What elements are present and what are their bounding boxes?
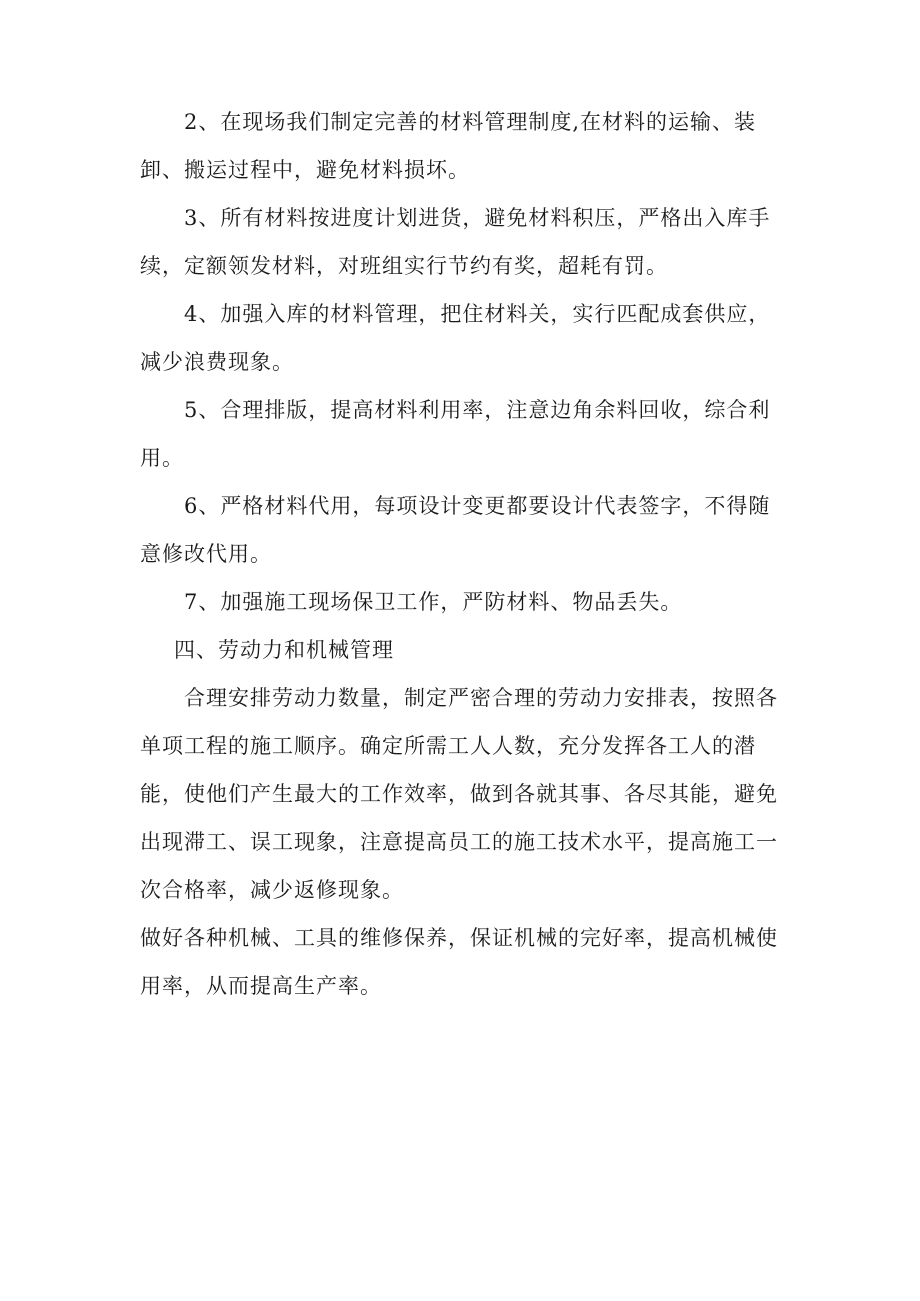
paragraph-item-4: 4、加强入库的材料管理，把住材料关，实行匹配成套供应，减少浪费现象。 <box>140 302 771 374</box>
labor-paragraph: 合理安排劳动力数量，制定严密合理的劳动力安排表，按照各单项工程的施工顺序。确定所需工人人数，充分发挥各工人的潜能，使他们产生最大的工作效率，做到各就其事、各尽其能，避免出现滞工、误工现象，注意提高员工的施工技术水平，提高施工一次合格率，减少返修现象。 <box>140 686 778 902</box>
paragraph-item-5: 5、合理排版，提高材料利用率，注意边角余料回收，综合利用。 <box>140 398 771 470</box>
document-body <box>140 98 790 1010</box>
machinery-paragraph: 做好各种机械、工具的维修保养，保证机械的完好率，提高机械使用率，从而提高生产率。 <box>140 926 778 998</box>
section-heading: 四、劳动力和机械管理 <box>174 638 394 662</box>
paragraph-item-3: 3、所有材料按进度计划进货，避免材料积压，严格出入库手续，定额领发材料，对班组实行节约有奖，超耗有罚。 <box>140 206 771 278</box>
paragraph-item-6: 6、严格材料代用，每项设计变更都要设计代表签字，不得随意修改代用。 <box>140 494 771 566</box>
paragraph-item-2: 2、在现场我们制定完善的材料管理制度,在材料的运输、装卸、搬运过程中，避免材料损坏。 <box>140 110 757 182</box>
paragraph-item-7: 7、加强施工现场保卫工作，严防材料、物品丢失。 <box>184 590 683 614</box>
